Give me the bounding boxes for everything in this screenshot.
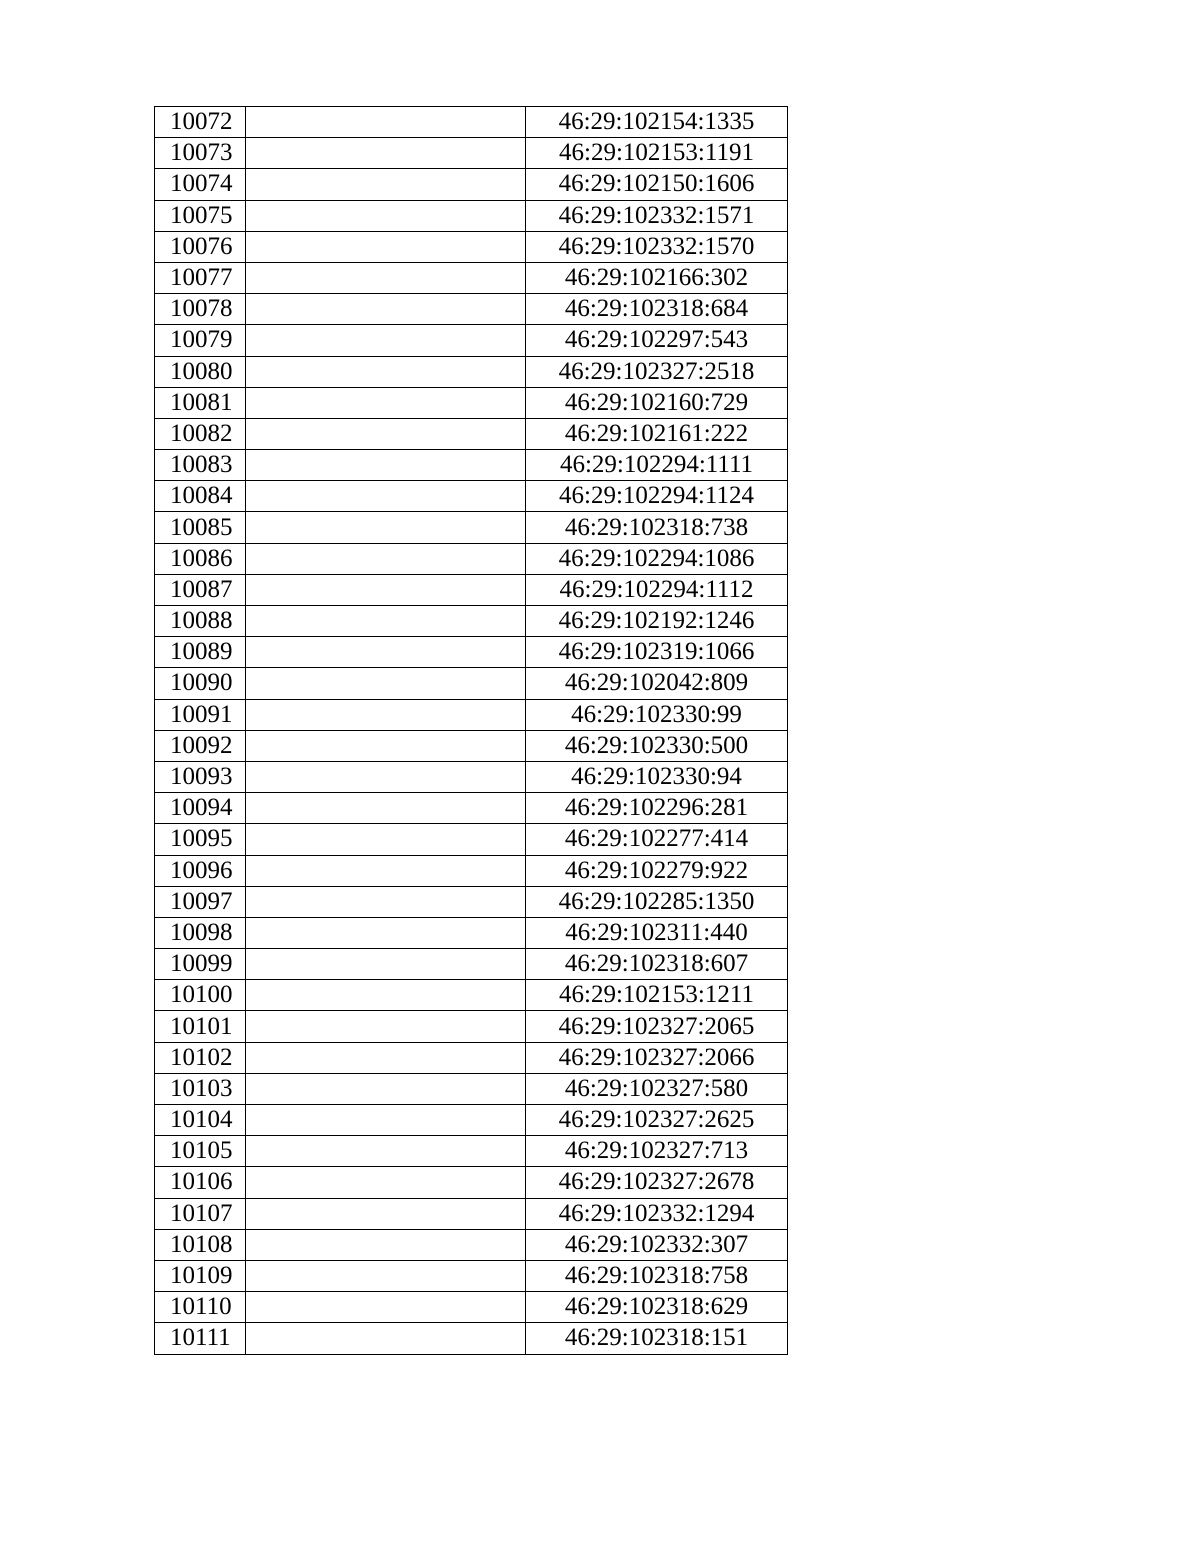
empty-cell — [246, 699, 526, 730]
row-number-cell: 10077 — [155, 262, 246, 293]
empty-cell — [246, 481, 526, 512]
empty-cell — [246, 543, 526, 574]
table-row — [155, 886, 788, 917]
cadastral-number-cell: 46:29:102294:1086 — [526, 543, 788, 574]
table-row — [155, 543, 788, 574]
empty-cell — [246, 1260, 526, 1291]
table-row — [155, 450, 788, 481]
cadastral-number-cell: 46:29:102330:500 — [526, 730, 788, 761]
table-row — [155, 1229, 788, 1260]
empty-cell — [246, 824, 526, 855]
row-number-cell: 10097 — [155, 886, 246, 917]
row-number-cell: 10106 — [155, 1167, 246, 1198]
empty-cell — [246, 356, 526, 387]
cadastral-number-cell: 46:29:102285:1350 — [526, 886, 788, 917]
empty-cell — [246, 668, 526, 699]
table-row — [155, 1105, 788, 1136]
row-number-cell: 10078 — [155, 294, 246, 325]
records-table — [154, 106, 788, 1355]
cadastral-number-cell: 46:29:102192:1246 — [526, 606, 788, 637]
table-row — [155, 1136, 788, 1167]
cadastral-number-cell: 46:29:102160:729 — [526, 387, 788, 418]
cadastral-number-cell: 46:29:102294:1111 — [526, 450, 788, 481]
row-number-cell: 10111 — [155, 1323, 246, 1354]
row-number-cell: 10076 — [155, 231, 246, 262]
row-number-cell: 10100 — [155, 980, 246, 1011]
empty-cell — [246, 1136, 526, 1167]
table-row — [155, 761, 788, 792]
cadastral-number-cell: 46:29:102318:738 — [526, 512, 788, 543]
cadastral-number-cell: 46:29:102327:2625 — [526, 1105, 788, 1136]
empty-cell — [246, 761, 526, 792]
empty-cell — [246, 1105, 526, 1136]
empty-cell — [246, 886, 526, 917]
table-row — [155, 1323, 788, 1354]
row-number-cell: 10105 — [155, 1136, 246, 1167]
empty-cell — [246, 231, 526, 262]
empty-cell — [246, 200, 526, 231]
table-row — [155, 138, 788, 169]
table-row — [155, 1198, 788, 1229]
table-row — [155, 231, 788, 262]
table-row — [155, 574, 788, 605]
empty-cell — [246, 512, 526, 543]
empty-cell — [246, 637, 526, 668]
table-row — [155, 824, 788, 855]
empty-cell — [246, 1042, 526, 1073]
table-row — [155, 262, 788, 293]
row-number-cell: 10093 — [155, 761, 246, 792]
table-row — [155, 418, 788, 449]
cadastral-number-cell: 46:29:102327:2065 — [526, 1011, 788, 1042]
empty-cell — [246, 730, 526, 761]
table-row — [155, 512, 788, 543]
table-row — [155, 356, 788, 387]
empty-cell — [246, 1292, 526, 1323]
row-number-cell: 10084 — [155, 481, 246, 512]
row-number-cell: 10091 — [155, 699, 246, 730]
cadastral-number-cell: 46:29:102318:758 — [526, 1260, 788, 1291]
row-number-cell: 10079 — [155, 325, 246, 356]
cadastral-number-cell: 46:29:102042:809 — [526, 668, 788, 699]
table-row — [155, 606, 788, 637]
table-row — [155, 1042, 788, 1073]
cadastral-number-cell: 46:29:102279:922 — [526, 855, 788, 886]
table-row — [155, 1073, 788, 1104]
empty-cell — [246, 980, 526, 1011]
cadastral-number-cell: 46:29:102294:1112 — [526, 574, 788, 605]
cadastral-number-cell: 46:29:102153:1191 — [526, 138, 788, 169]
table-row — [155, 169, 788, 200]
empty-cell — [246, 1229, 526, 1260]
row-number-cell: 10072 — [155, 107, 246, 138]
cadastral-number-cell: 46:29:102332:1294 — [526, 1198, 788, 1229]
table-row — [155, 481, 788, 512]
row-number-cell: 10104 — [155, 1105, 246, 1136]
cadastral-number-cell: 46:29:102330:94 — [526, 761, 788, 792]
table-row — [155, 294, 788, 325]
empty-cell — [246, 450, 526, 481]
cadastral-number-cell: 46:29:102296:281 — [526, 793, 788, 824]
cadastral-number-cell: 46:29:102277:414 — [526, 824, 788, 855]
cadastral-number-cell: 46:29:102327:580 — [526, 1073, 788, 1104]
empty-cell — [246, 138, 526, 169]
row-number-cell: 10073 — [155, 138, 246, 169]
cadastral-number-cell: 46:29:102318:151 — [526, 1323, 788, 1354]
row-number-cell: 10094 — [155, 793, 246, 824]
table-row — [155, 1260, 788, 1291]
row-number-cell: 10089 — [155, 637, 246, 668]
row-number-cell: 10090 — [155, 668, 246, 699]
row-number-cell: 10096 — [155, 855, 246, 886]
row-number-cell: 10107 — [155, 1198, 246, 1229]
cadastral-number-cell: 46:29:102297:543 — [526, 325, 788, 356]
cadastral-number-cell: 46:29:102318:607 — [526, 949, 788, 980]
row-number-cell: 10083 — [155, 450, 246, 481]
table-row — [155, 917, 788, 948]
empty-cell — [246, 1323, 526, 1354]
empty-cell — [246, 1167, 526, 1198]
row-number-cell: 10101 — [155, 1011, 246, 1042]
table-row — [155, 1167, 788, 1198]
cadastral-number-cell: 46:29:102327:2518 — [526, 356, 788, 387]
row-number-cell: 10098 — [155, 917, 246, 948]
cadastral-number-cell: 46:29:102153:1211 — [526, 980, 788, 1011]
cadastral-number-cell: 46:29:102332:1571 — [526, 200, 788, 231]
empty-cell — [246, 1073, 526, 1104]
document-page — [154, 106, 788, 1355]
cadastral-number-cell: 46:29:102154:1335 — [526, 107, 788, 138]
empty-cell — [246, 325, 526, 356]
row-number-cell: 10102 — [155, 1042, 246, 1073]
empty-cell — [246, 574, 526, 605]
empty-cell — [246, 1198, 526, 1229]
empty-cell — [246, 606, 526, 637]
cadastral-number-cell: 46:29:102311:440 — [526, 917, 788, 948]
row-number-cell: 10086 — [155, 543, 246, 574]
row-number-cell: 10092 — [155, 730, 246, 761]
empty-cell — [246, 917, 526, 948]
cadastral-number-cell: 46:29:102319:1066 — [526, 637, 788, 668]
empty-cell — [246, 418, 526, 449]
table-row — [155, 980, 788, 1011]
table-row — [155, 1011, 788, 1042]
table-row — [155, 637, 788, 668]
cadastral-number-cell: 46:29:102318:684 — [526, 294, 788, 325]
row-number-cell: 10080 — [155, 356, 246, 387]
row-number-cell: 10110 — [155, 1292, 246, 1323]
cadastral-number-cell: 46:29:102318:629 — [526, 1292, 788, 1323]
cadastral-number-cell: 46:29:102327:2066 — [526, 1042, 788, 1073]
row-number-cell: 10082 — [155, 418, 246, 449]
cadastral-number-cell: 46:29:102294:1124 — [526, 481, 788, 512]
empty-cell — [246, 262, 526, 293]
table-row — [155, 793, 788, 824]
row-number-cell: 10085 — [155, 512, 246, 543]
empty-cell — [246, 855, 526, 886]
table-row — [155, 1292, 788, 1323]
table-row — [155, 387, 788, 418]
empty-cell — [246, 107, 526, 138]
row-number-cell: 10099 — [155, 949, 246, 980]
cadastral-number-cell: 46:29:102332:1570 — [526, 231, 788, 262]
empty-cell — [246, 949, 526, 980]
table-row — [155, 668, 788, 699]
records-table-body — [155, 107, 788, 1355]
table-row — [155, 949, 788, 980]
empty-cell — [246, 1011, 526, 1042]
row-number-cell: 10103 — [155, 1073, 246, 1104]
table-row — [155, 325, 788, 356]
row-number-cell: 10074 — [155, 169, 246, 200]
table-row — [155, 200, 788, 231]
row-number-cell: 10087 — [155, 574, 246, 605]
table-row — [155, 699, 788, 730]
empty-cell — [246, 294, 526, 325]
table-row — [155, 855, 788, 886]
cadastral-number-cell: 46:29:102150:1606 — [526, 169, 788, 200]
row-number-cell: 10109 — [155, 1260, 246, 1291]
row-number-cell: 10088 — [155, 606, 246, 637]
cadastral-number-cell: 46:29:102161:222 — [526, 418, 788, 449]
cadastral-number-cell: 46:29:102327:2678 — [526, 1167, 788, 1198]
cadastral-number-cell: 46:29:102332:307 — [526, 1229, 788, 1260]
empty-cell — [246, 387, 526, 418]
table-row — [155, 730, 788, 761]
cadastral-number-cell: 46:29:102327:713 — [526, 1136, 788, 1167]
empty-cell — [246, 169, 526, 200]
cadastral-number-cell: 46:29:102330:99 — [526, 699, 788, 730]
row-number-cell: 10108 — [155, 1229, 246, 1260]
cadastral-number-cell: 46:29:102166:302 — [526, 262, 788, 293]
table-row — [155, 107, 788, 138]
empty-cell — [246, 793, 526, 824]
row-number-cell: 10095 — [155, 824, 246, 855]
row-number-cell: 10075 — [155, 200, 246, 231]
row-number-cell: 10081 — [155, 387, 246, 418]
